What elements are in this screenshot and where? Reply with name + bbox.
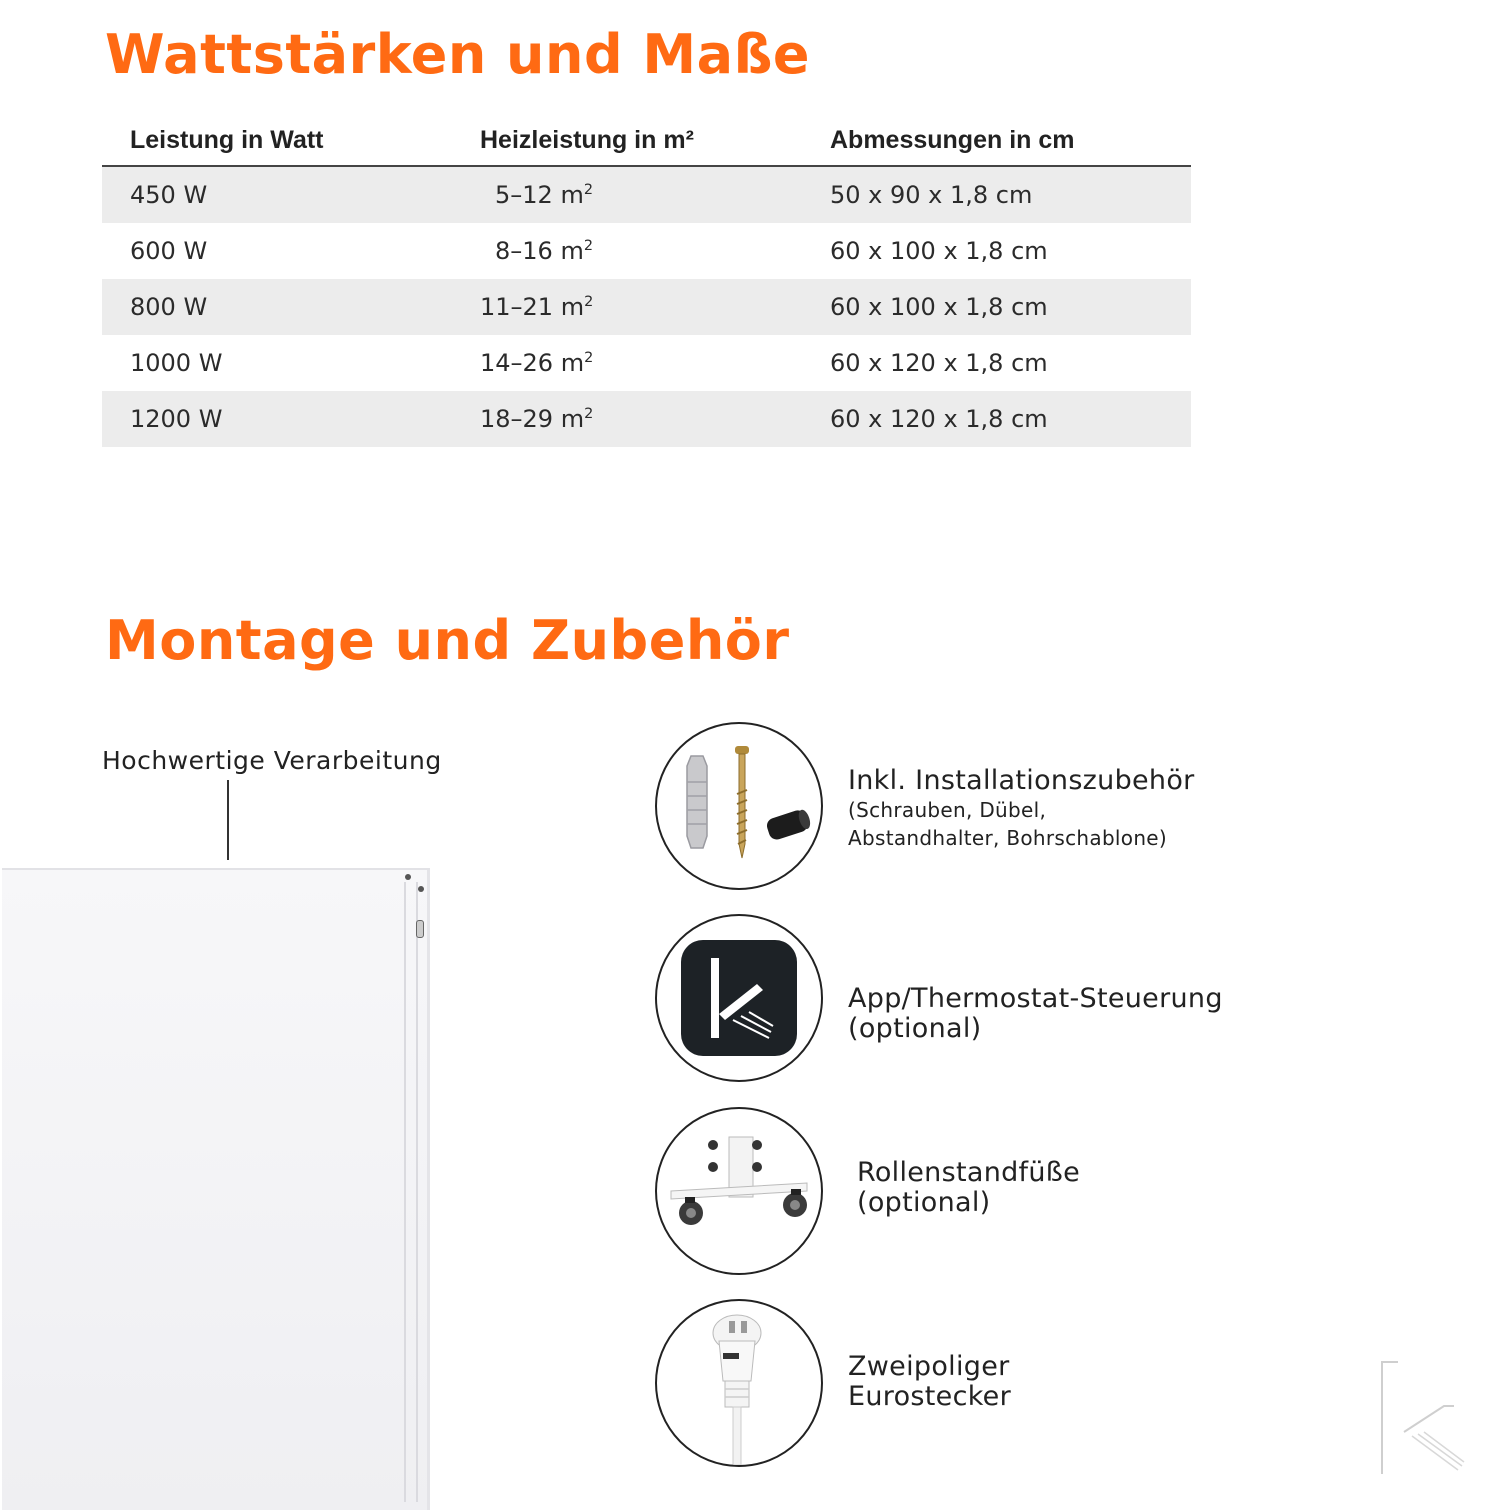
table-row — [102, 167, 1191, 223]
feature-plug — [848, 1352, 1011, 1412]
feature-title-optional: (optional) — [848, 1013, 982, 1044]
table-row — [102, 223, 1191, 279]
cell-heat-area: 8–16 $m^2$ — [495, 237, 593, 265]
feature-title: App/Thermostat-Steuerung — [848, 983, 1223, 1014]
accessories-circle — [655, 722, 823, 890]
cell-watt: 1200 W — [130, 405, 223, 433]
feature-title: Rollenstandfüße — [857, 1157, 1080, 1188]
screw-icon — [418, 886, 424, 892]
feature-subtitle: Abstandhalter, Bohrschablone) — [848, 826, 1168, 850]
feature-title-2: Eurostecker — [848, 1381, 1011, 1412]
header-heat-area: Heizleistung in m² — [480, 126, 694, 154]
table-row — [102, 391, 1191, 447]
feature-subtitle: (Schrauben, Dübel, — [848, 798, 1047, 822]
cell-heat-area: 5–12 $m^2$ — [495, 181, 593, 209]
euro-plug-icon — [657, 1301, 821, 1465]
cell-heat-area: 11–21 $m^2$ — [480, 293, 594, 321]
table-header — [102, 118, 1191, 167]
table-row — [102, 279, 1191, 335]
cell-watt: 800 W — [130, 293, 208, 321]
cell-dimensions: 60 x 120 x 1,8 cm — [830, 349, 1048, 377]
panel-frame-edge — [404, 882, 418, 1502]
cell-heat-area: 18–29 $m^2$ — [480, 405, 594, 433]
screw-icon — [405, 874, 411, 880]
cell-dimensions: 60 x 120 x 1,8 cm — [830, 405, 1048, 433]
cell-dimensions: 60 x 100 x 1,8 cm — [830, 237, 1048, 265]
feature-title: Inkl. Installationszubehör — [848, 765, 1195, 796]
feature-stand — [857, 1158, 1080, 1218]
cell-dimensions: 50 x 90 x 1,8 cm — [830, 181, 1033, 209]
header-dimensions: Abmessungen in cm — [830, 126, 1075, 154]
mounting-title: Montage und Zubehör — [105, 609, 790, 672]
app-logo-icon — [657, 916, 821, 1080]
table-row — [102, 335, 1191, 391]
feature-title-optional: (optional) — [857, 1187, 991, 1218]
header-watt: Leistung in Watt — [130, 126, 324, 154]
app-circle — [655, 914, 823, 1082]
heater-panel-image — [2, 868, 430, 1510]
mount-clip-icon — [416, 920, 424, 938]
quality-label: Hochwertige Verarbeitung — [102, 746, 442, 775]
cell-watt: 1000 W — [130, 349, 223, 377]
cell-dimensions: 60 x 100 x 1,8 cm — [830, 293, 1048, 321]
feature-accessories — [848, 766, 1195, 852]
feature-app — [848, 984, 1223, 1044]
screw-dowel-icon — [657, 724, 821, 888]
plug-circle — [655, 1299, 823, 1467]
brand-watermark-icon — [1378, 1360, 1468, 1476]
cell-watt: 600 W — [130, 237, 208, 265]
wheel-stand-icon — [657, 1109, 821, 1273]
spec-table — [102, 118, 1191, 447]
feature-title: Zweipoliger — [848, 1351, 1010, 1382]
stand-circle — [655, 1107, 823, 1275]
specs-title: Wattstärken und Maße — [105, 23, 811, 86]
cell-heat-area: 14–26 $m^2$ — [480, 349, 594, 377]
callout-line — [227, 780, 229, 860]
cell-watt: 450 W — [130, 181, 208, 209]
